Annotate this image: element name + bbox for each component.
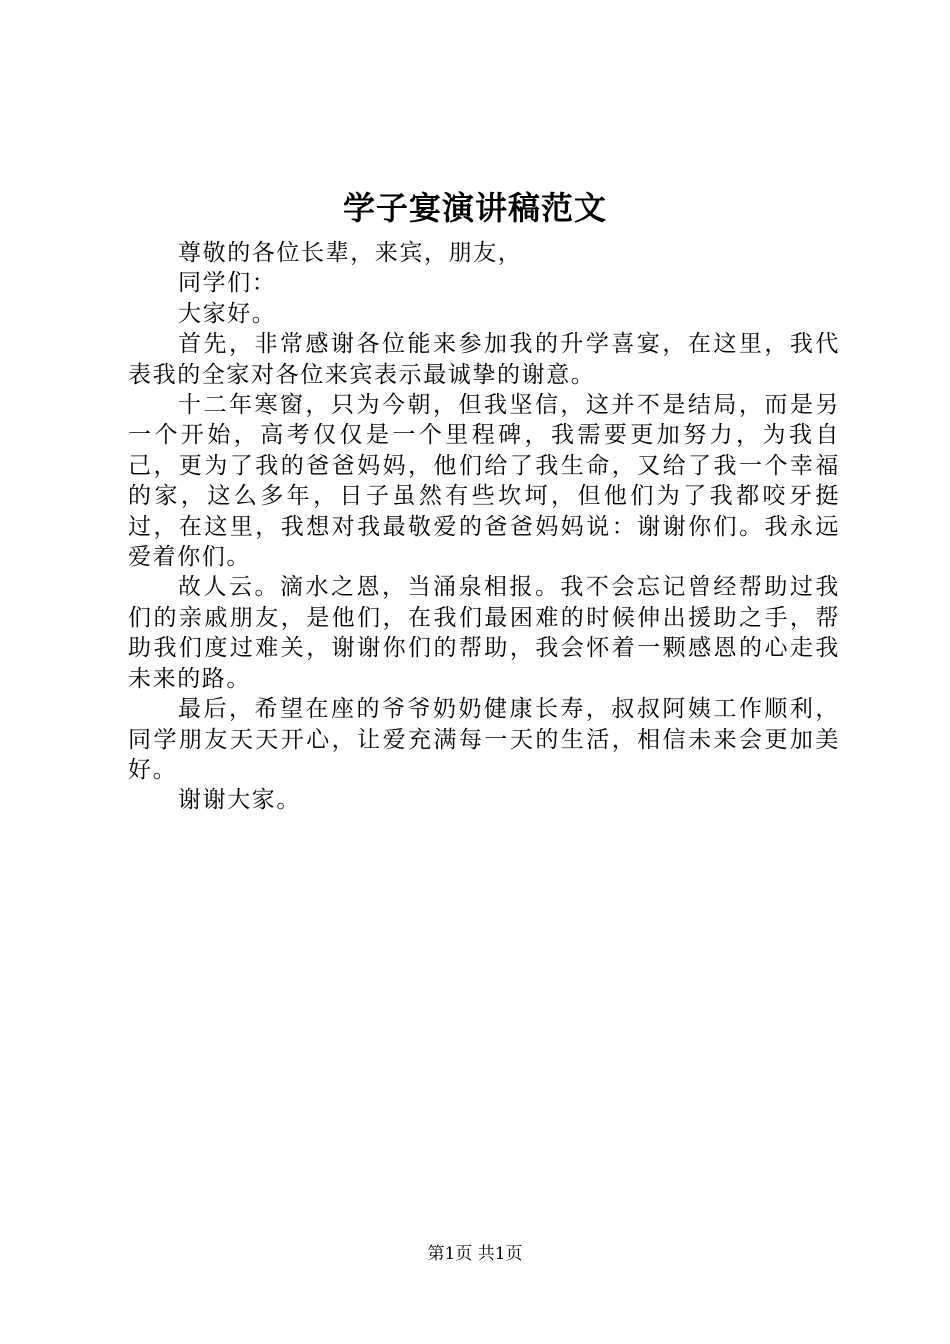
paragraph-wishes: 最后，希望在座的爷爷奶奶健康长寿，叔叔阿姨工作顺利，同学朋友天天开心，让爱充满每一天的生活，相信未来会更加美好。 bbox=[128, 696, 840, 783]
paragraph-parents: 十二年寒窗，只为今朝，但我坚信，这并不是结局，而是另一个开始，高考仅仅是一个里程碑，我需要更加努力，为我自己，更为了我的爸爸妈妈，他们给了我生命，又给了我一个幸福的家，这么多年，日子虽然有些坎坷，但他们为了我都咬牙挺过，在这里，我想对我最敬爱的爸爸妈妈说：谢谢你们。我永远爱着你们。 bbox=[128, 392, 840, 571]
paragraph-closing: 谢谢大家。 bbox=[178, 787, 301, 814]
document-title: 学子宴演讲稿范文 bbox=[342, 189, 607, 227]
document-body bbox=[128, 238, 840, 816]
paragraph-greeting: 大家好。 bbox=[178, 300, 277, 327]
page-number-footer: 第1页 共1页 bbox=[427, 1244, 523, 1264]
paragraph-thanks: 首先，非常感谢各位能来参加我的升学喜宴，在这里，我代表我的全家对各位来宾表示最诚挚的谢意。 bbox=[128, 331, 840, 388]
paragraph-salutation-classmates: 同学们： bbox=[178, 270, 277, 297]
paragraph-salutation: 尊敬的各位长辈，来宾，朋友， bbox=[178, 240, 523, 266]
paragraph-relatives: 故人云。滴水之恩，当涌泉相报。我不会忘记曾经帮助过我们的亲戚朋友，是他们，在我们最困难的时候伸出援助之手，帮助我们度过难关，谢谢你们的帮助，我会怀着一颗感恩的心走我未来的路。 bbox=[128, 574, 840, 692]
